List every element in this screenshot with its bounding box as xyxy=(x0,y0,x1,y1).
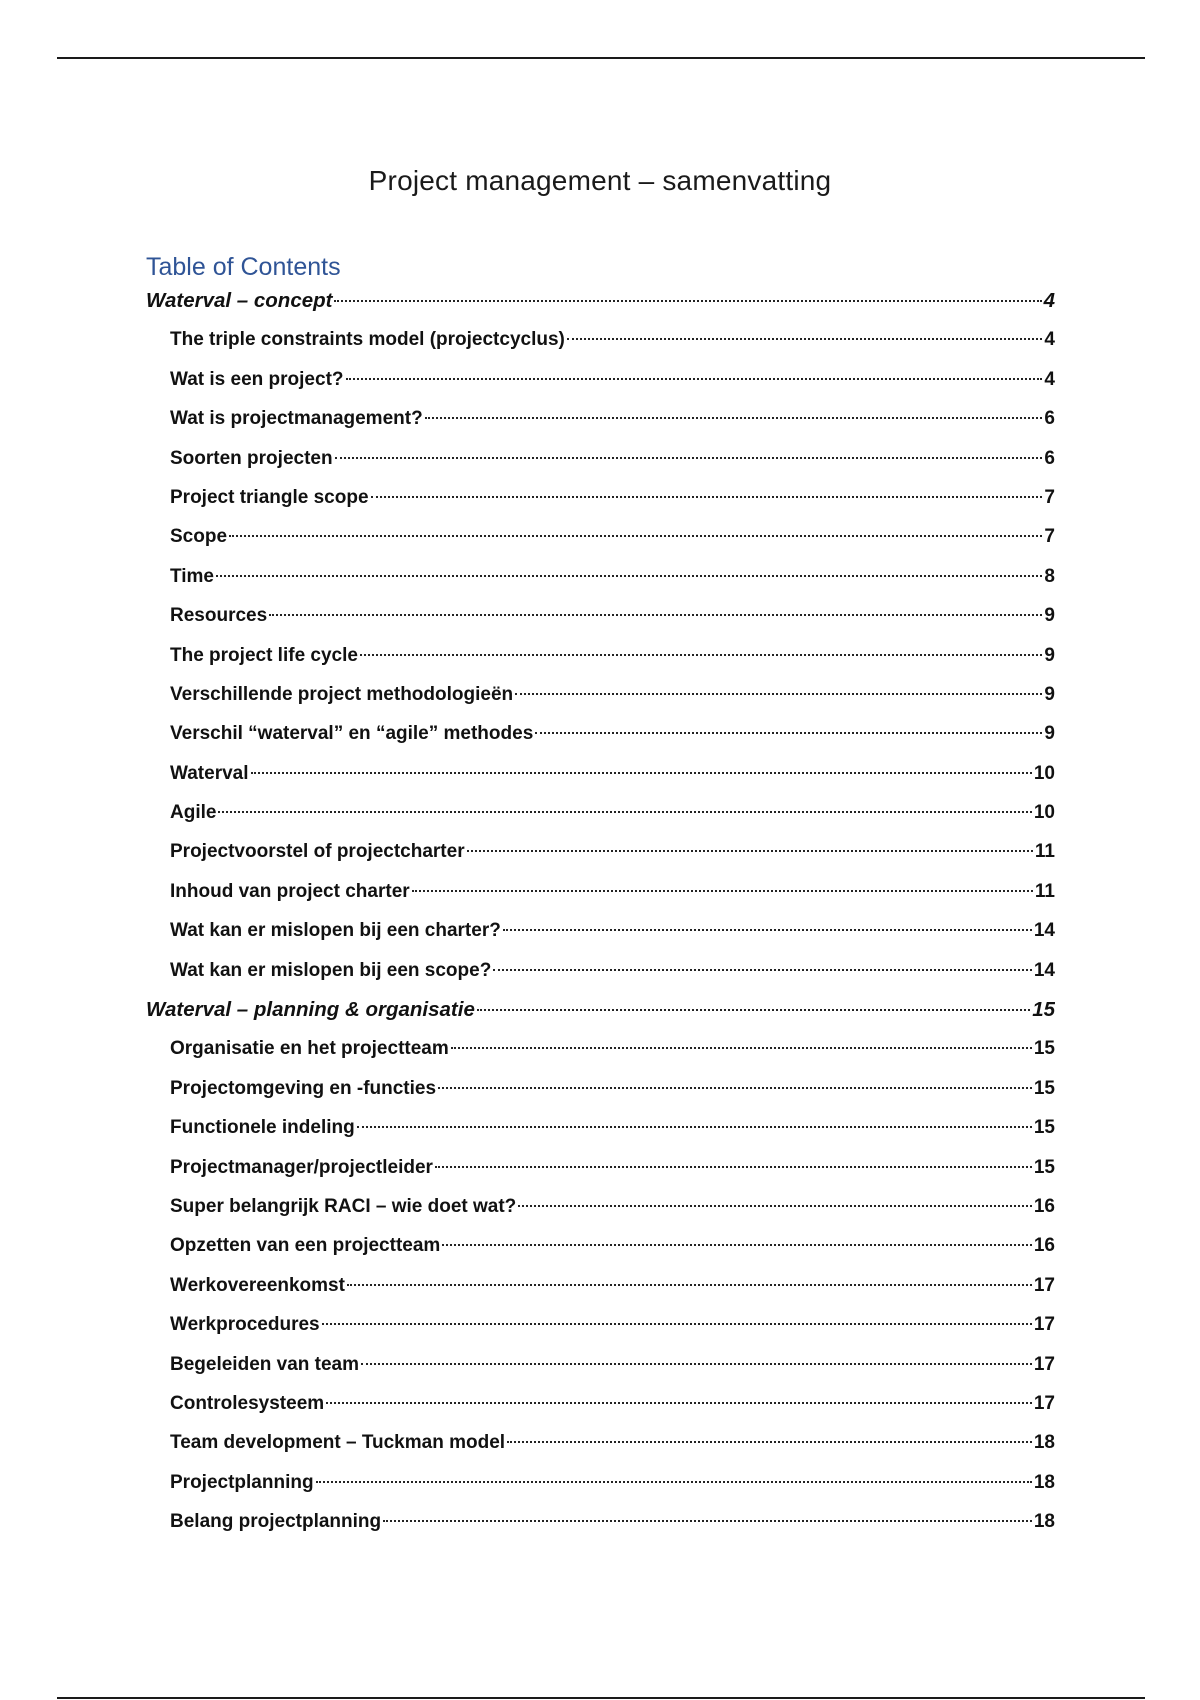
toc-entry-page-number: 15 xyxy=(1033,1077,1055,1099)
toc-dot-leader xyxy=(515,693,1042,695)
toc-entry-label: Projectomgeving en -functies xyxy=(170,1077,437,1099)
toc-entry-page-number: 15 xyxy=(1033,1038,1055,1060)
toc-entry-page-number: 6 xyxy=(1044,447,1055,469)
toc-entry-page-number: 4 xyxy=(1043,289,1055,312)
toc-subsection-entry[interactable] xyxy=(146,557,1055,596)
toc-dot-leader xyxy=(467,850,1033,852)
toc-entry-label: Super belangrijk RACI – wie doet wat? xyxy=(170,1195,517,1217)
toc-subsection-entry[interactable] xyxy=(146,399,1055,438)
footer-rule xyxy=(57,1697,1145,1699)
toc-subsection-entry[interactable] xyxy=(146,517,1055,556)
toc-entry-label: Opzetten van een projectteam xyxy=(170,1235,441,1257)
toc-entry-page-number: 4 xyxy=(1044,368,1055,390)
toc-entry-label: Controlesysteem xyxy=(170,1392,325,1414)
toc-subsection-entry[interactable] xyxy=(146,439,1055,478)
toc-entry-page-number: 11 xyxy=(1034,880,1055,902)
table-of-contents xyxy=(146,281,1055,1542)
toc-entry-label: Wat kan er mislopen bij een charter? xyxy=(170,920,501,942)
toc-subsection-entry[interactable] xyxy=(146,1226,1055,1265)
toc-dot-leader xyxy=(503,929,1032,931)
toc-entry-page-number: 15 xyxy=(1033,1117,1055,1139)
toc-subsection-entry[interactable] xyxy=(146,675,1055,714)
toc-entry-label: Waterval xyxy=(170,762,249,784)
toc-subsection-entry[interactable] xyxy=(146,1187,1055,1226)
toc-entry-page-number: 18 xyxy=(1033,1432,1055,1454)
toc-subsection-entry[interactable] xyxy=(146,596,1055,635)
toc-entry-page-number: 16 xyxy=(1033,1235,1055,1257)
toc-entry-page-number: 9 xyxy=(1044,644,1055,666)
toc-subsection-entry[interactable] xyxy=(146,951,1055,990)
toc-dot-leader xyxy=(383,1520,1032,1522)
toc-dot-leader xyxy=(518,1205,1032,1207)
toc-entry-label: Organisatie en het projectteam xyxy=(170,1038,449,1060)
toc-subsection-entry[interactable] xyxy=(146,832,1055,871)
toc-dot-leader xyxy=(493,969,1032,971)
toc-entry-label: Werkprocedures xyxy=(170,1314,320,1336)
toc-subsection-entry[interactable] xyxy=(146,1345,1055,1384)
toc-subsection-entry[interactable] xyxy=(146,714,1055,753)
toc-entry-label: Wat is een project? xyxy=(170,368,344,390)
toc-entry-page-number: 17 xyxy=(1033,1392,1055,1414)
toc-entry-page-number: 15 xyxy=(1033,1156,1055,1178)
toc-entry-label: Project triangle scope xyxy=(170,486,369,508)
toc-dot-leader xyxy=(216,575,1042,577)
toc-entry-label: Projectplanning xyxy=(170,1471,314,1493)
toc-subsection-entry[interactable] xyxy=(146,1108,1055,1147)
toc-entry-label: Team development – Tuckman model xyxy=(170,1432,506,1454)
toc-dot-leader xyxy=(357,1126,1032,1128)
toc-subsection-entry[interactable] xyxy=(146,1305,1055,1344)
toc-entry-label: Projectvoorstel of projectcharter xyxy=(170,841,465,863)
toc-subsection-entry[interactable] xyxy=(146,1029,1055,1068)
toc-subsection-entry[interactable] xyxy=(146,1266,1055,1305)
toc-entry-label: The triple constraints model (projectcyclus) xyxy=(170,329,565,351)
toc-dot-leader xyxy=(335,457,1043,459)
toc-subsection-entry[interactable] xyxy=(146,320,1055,359)
toc-entry-page-number: 14 xyxy=(1033,959,1055,981)
toc-entry-page-number: 4 xyxy=(1044,329,1055,351)
toc-entry-page-number: 11 xyxy=(1034,841,1055,863)
toc-dot-leader xyxy=(507,1441,1032,1443)
toc-entry-page-number: 16 xyxy=(1033,1195,1055,1217)
toc-entry-page-number: 9 xyxy=(1044,723,1055,745)
toc-subsection-entry[interactable] xyxy=(146,360,1055,399)
toc-dot-leader xyxy=(438,1087,1032,1089)
toc-entry-label: Waterval – planning & organisatie xyxy=(146,998,475,1022)
toc-entry-page-number: 7 xyxy=(1044,486,1055,508)
toc-entry-label: Projectmanager/projectleider xyxy=(170,1156,433,1178)
toc-dot-leader xyxy=(269,614,1042,616)
toc-dot-leader xyxy=(360,654,1042,656)
toc-entry-label: Functionele indeling xyxy=(170,1117,355,1139)
toc-entry-label: Verschil “waterval” en “agile” methodes xyxy=(170,723,534,745)
toc-subsection-entry[interactable] xyxy=(146,1069,1055,1108)
toc-subsection-entry[interactable] xyxy=(146,1463,1055,1502)
toc-entry-label: Waterval – concept xyxy=(146,289,333,312)
toc-dot-leader xyxy=(477,1009,1030,1011)
toc-entry-label: Begeleiden van team xyxy=(170,1353,360,1375)
toc-dot-leader xyxy=(316,1481,1032,1483)
toc-subsection-entry[interactable] xyxy=(146,1502,1055,1541)
toc-dot-leader xyxy=(326,1402,1032,1404)
document-title: Project management – samenvatting xyxy=(368,164,832,196)
toc-section-entry[interactable] xyxy=(146,990,1055,1029)
toc-dot-leader xyxy=(334,300,1041,302)
toc-dot-leader xyxy=(347,1284,1032,1286)
toc-subsection-entry[interactable] xyxy=(146,872,1055,911)
toc-dot-leader xyxy=(251,772,1032,774)
toc-entry-page-number: 17 xyxy=(1033,1274,1055,1296)
toc-entry-label: The project life cycle xyxy=(170,644,358,666)
toc-entry-page-number: 18 xyxy=(1033,1511,1055,1533)
toc-entry-label: Wat is projectmanagement? xyxy=(170,408,423,430)
toc-subsection-entry[interactable] xyxy=(146,478,1055,517)
toc-dot-leader xyxy=(361,1363,1032,1365)
toc-dot-leader xyxy=(412,890,1033,892)
toc-entry-page-number: 6 xyxy=(1044,408,1055,430)
toc-dot-leader xyxy=(346,378,1043,380)
toc-subsection-entry[interactable] xyxy=(146,1423,1055,1462)
toc-dot-leader xyxy=(535,732,1042,734)
toc-dot-leader xyxy=(229,535,1042,537)
toc-subsection-entry[interactable] xyxy=(146,754,1055,793)
toc-subsection-entry[interactable] xyxy=(146,911,1055,950)
toc-subsection-entry[interactable] xyxy=(146,636,1055,675)
toc-entry-label: Wat kan er mislopen bij een scope? xyxy=(170,959,492,981)
toc-entry-label: Werkovereenkomst xyxy=(170,1274,345,1296)
toc-entry-label: Soorten projecten xyxy=(170,447,333,469)
toc-entry-page-number: 14 xyxy=(1033,920,1055,942)
toc-entry-label: Resources xyxy=(170,605,268,627)
toc-entry-page-number: 18 xyxy=(1033,1471,1055,1493)
toc-entry-page-number: 10 xyxy=(1033,762,1055,784)
toc-dot-leader xyxy=(442,1244,1032,1246)
toc-subsection-entry[interactable] xyxy=(146,1148,1055,1187)
toc-heading: Table of Contents xyxy=(146,252,341,281)
toc-entry-page-number: 17 xyxy=(1033,1353,1055,1375)
toc-entry-page-number: 7 xyxy=(1044,526,1055,548)
toc-entry-label: Time xyxy=(170,565,215,587)
toc-entry-label: Scope xyxy=(170,526,228,548)
toc-entry-label: Agile xyxy=(170,802,217,824)
toc-entry-label: Inhoud van project charter xyxy=(170,880,410,902)
toc-dot-leader xyxy=(567,338,1043,340)
toc-entry-page-number: 9 xyxy=(1044,683,1055,705)
toc-entry-page-number: 17 xyxy=(1033,1314,1055,1336)
header-rule xyxy=(57,57,1145,59)
toc-entry-page-number: 8 xyxy=(1044,565,1055,587)
toc-entry-page-number: 9 xyxy=(1044,605,1055,627)
toc-dot-leader xyxy=(425,417,1043,419)
toc-subsection-entry[interactable] xyxy=(146,1384,1055,1423)
toc-dot-leader xyxy=(322,1323,1032,1325)
toc-entry-page-number: 10 xyxy=(1033,802,1055,824)
toc-dot-leader xyxy=(371,496,1043,498)
toc-dot-leader xyxy=(435,1166,1032,1168)
toc-entry-label: Belang projectplanning xyxy=(170,1511,382,1533)
toc-dot-leader xyxy=(451,1047,1032,1049)
toc-entry-label: Verschillende project methodologieën xyxy=(170,683,514,705)
toc-section-entry[interactable] xyxy=(146,281,1055,320)
toc-dot-leader xyxy=(218,811,1031,813)
toc-subsection-entry[interactable] xyxy=(146,793,1055,832)
toc-entry-page-number: 15 xyxy=(1032,998,1055,1022)
